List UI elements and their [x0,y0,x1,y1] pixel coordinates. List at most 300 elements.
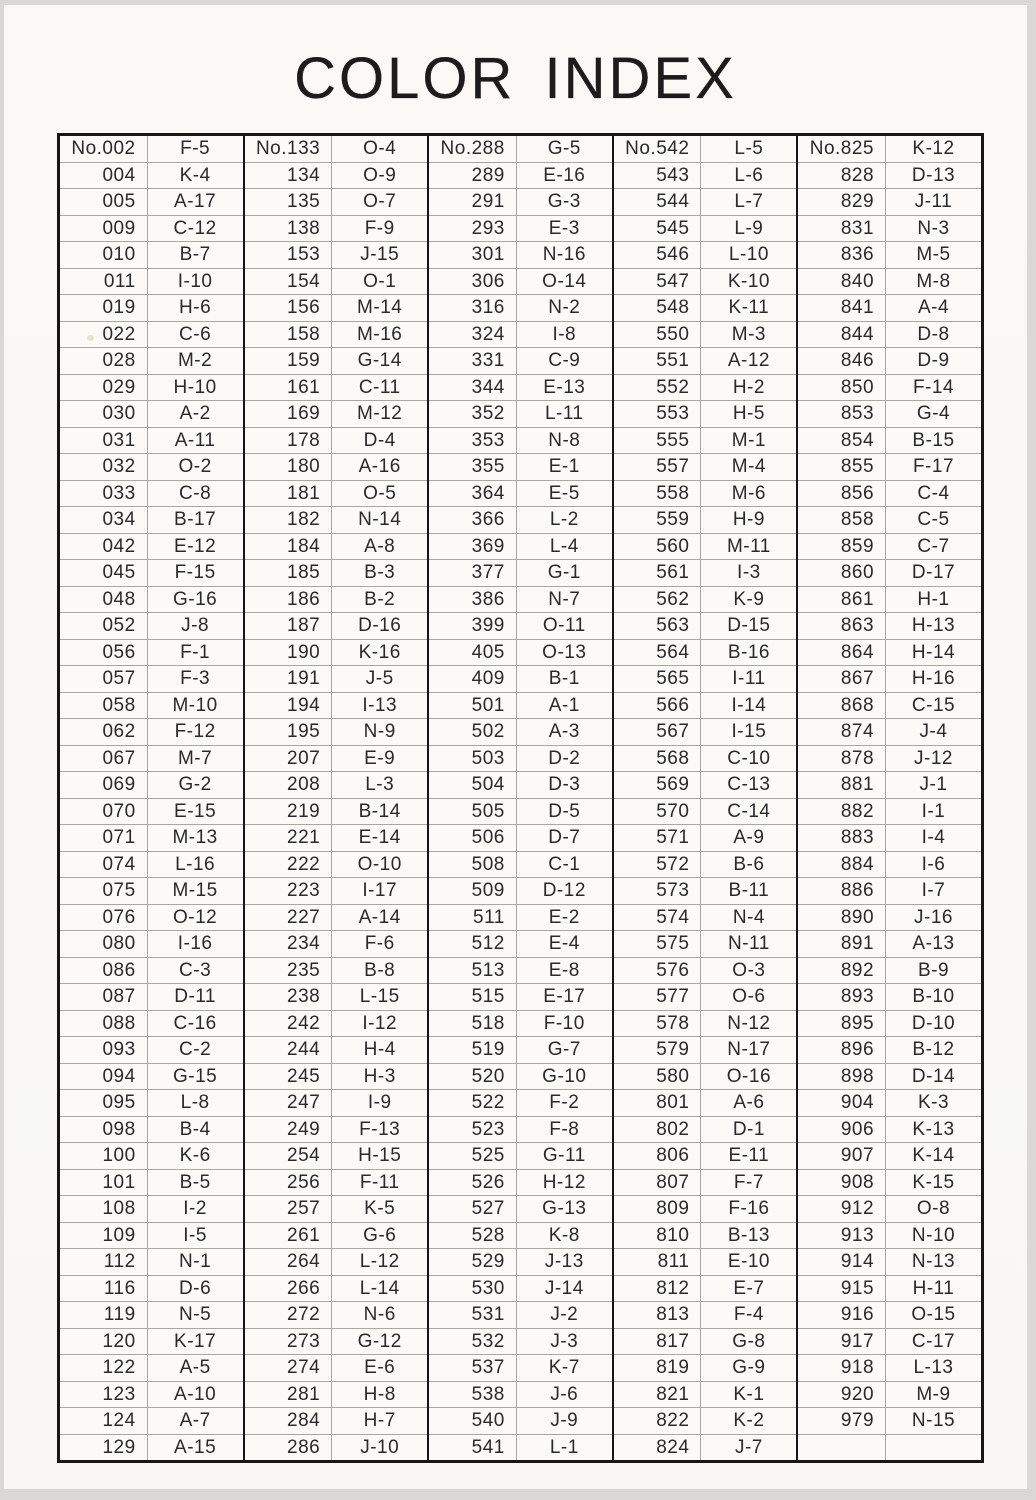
table-row [798,1329,981,1356]
color-number-cell: 028 [60,348,148,374]
column-group-3 [429,136,614,1460]
grid-code-cell: B-15 [912,429,955,451]
color-number-cell: 119 [60,1302,148,1328]
color-number-cell: 525 [429,1143,517,1169]
color-number-cell: 031 [60,428,148,454]
grid-code-cell: M-10 [172,694,218,716]
color-number-cell: 257 [245,1196,333,1222]
table-row [429,1011,612,1038]
grid-code-cell: K-7 [548,1357,580,1379]
grid-code-cell: F-2 [549,1092,580,1114]
grid-code-cell: C-1 [548,853,581,875]
grid-code-cell: O-9 [363,164,397,186]
grid-code-cell: N-1 [179,1251,212,1273]
color-number-cell: 080 [60,931,148,957]
color-number-cell: 190 [245,640,333,666]
table-row [614,1196,797,1223]
grid-code-cell: C-8 [179,482,212,504]
grid-code-cell: G-16 [172,588,218,610]
color-number-cell: 116 [60,1276,148,1302]
table-row [60,1090,243,1117]
table-row [429,1355,612,1382]
table-row [614,640,797,667]
grid-code-cell: N-2 [548,297,581,319]
grid-code-cell: L-2 [549,509,579,531]
color-number-cell: 882 [798,799,886,825]
grid-code-cell: G-1 [547,562,581,584]
table-row [60,269,243,296]
table-row [245,905,428,932]
table-row [798,1117,981,1144]
table-row [429,799,612,826]
color-number-cell: 562 [614,587,702,613]
color-number-cell: 801 [614,1090,702,1116]
table-row [60,454,243,481]
table-row [60,163,243,190]
color-number-cell: 009 [60,216,148,242]
grid-code-cell: N-10 [911,1224,956,1246]
color-number-cell: 185 [245,560,333,586]
grid-code-cell: I-7 [921,880,946,902]
grid-code-cell: D-4 [363,429,396,451]
grid-code-cell: B-6 [733,853,765,875]
grid-code-cell: F-16 [728,1198,770,1220]
color-number-cell: 916 [798,1302,886,1328]
table-row [429,613,612,640]
color-number-cell: 846 [798,348,886,374]
table-row [429,878,612,905]
table-row [429,507,612,534]
color-number-cell: 558 [614,481,702,507]
table-row [60,1064,243,1091]
table-row [798,534,981,561]
table-row [245,693,428,720]
table-row [245,136,428,163]
color-number-cell: 860 [798,560,886,586]
grid-code-cell: K-14 [912,1145,955,1167]
table-row [798,322,981,349]
grid-code-cell: H-14 [911,641,956,663]
grid-code-cell: O-11 [542,615,586,637]
color-number-cell: 546 [614,242,702,268]
color-number-cell: 135 [245,189,333,215]
color-number-cell: 502 [429,719,517,745]
color-number-cell: 095 [60,1090,148,1116]
color-number-cell: 256 [245,1170,333,1196]
color-number-cell: 134 [245,163,333,189]
table-row [798,1355,981,1382]
grid-code-cell: I-4 [921,827,946,849]
grid-code-cell: E-17 [543,986,586,1008]
grid-code-cell: E-7 [733,1277,765,1299]
grid-code-cell: A-17 [174,191,217,213]
table-row [614,1170,797,1197]
grid-code-cell: H-11 [912,1277,955,1299]
table-row [245,984,428,1011]
grid-code-cell: C-14 [727,800,771,822]
grid-code-cell: L-10 [728,244,769,266]
table-row [60,1435,243,1461]
table-row [798,799,981,826]
table-row [614,772,797,799]
color-number-cell: 022 [60,322,148,348]
table-row [614,454,797,481]
color-number-cell: 004 [60,163,148,189]
color-number-cell: 577 [614,984,702,1010]
table-row [614,534,797,561]
grid-code-cell: L-11 [544,403,584,425]
grid-code-cell: I-5 [183,1224,207,1246]
grid-code-cell: N-8 [548,429,581,451]
color-number-cell: 540 [429,1408,517,1434]
grid-code-cell: G-7 [547,1039,581,1061]
grid-code-cell: L-9 [734,217,764,239]
color-number-cell: 828 [798,163,886,189]
color-number-cell: 508 [429,852,517,878]
grid-code-cell: O-7 [363,191,397,213]
table-row [60,136,243,163]
table-row [60,375,243,402]
grid-code-cell: A-15 [174,1436,217,1458]
table-row [429,560,612,587]
table-row [429,1037,612,1064]
table-row [60,1329,243,1356]
color-number-cell: 559 [614,507,702,533]
grid-code-cell: M-12 [357,403,403,425]
color-number-cell: 861 [798,587,886,613]
grid-code-cell: B-8 [364,959,396,981]
table-row [60,746,243,773]
color-number-cell: 545 [614,216,702,242]
table-row [60,640,243,667]
table-row [798,1143,981,1170]
color-number-cell: 158 [245,322,333,348]
grid-code-cell: M-16 [357,323,403,345]
table-row [245,852,428,879]
grid-code-cell: A-11 [174,429,216,451]
table-row [245,772,428,799]
color-number-cell: 034 [60,507,148,533]
color-number-cell: 509 [429,878,517,904]
table-row [614,1249,797,1276]
grid-code-cell: C-5 [917,509,950,531]
color-number-cell: 227 [245,905,333,931]
grid-code-cell: K-15 [912,1171,955,1193]
color-number-cell: 912 [798,1196,886,1222]
table-row [60,852,243,879]
color-number-cell: 087 [60,984,148,1010]
color-number-cell: 353 [429,428,517,454]
table-row [60,613,243,640]
column-group-2 [245,136,430,1460]
color-number-cell: 566 [614,693,702,719]
table-row [245,719,428,746]
grid-code-cell: N-17 [727,1039,771,1061]
color-number-cell: 530 [429,1276,517,1302]
color-number-cell: 570 [614,799,702,825]
grid-code-cell: A-14 [358,906,401,928]
color-number-cell: 896 [798,1037,886,1063]
color-number-cell: 526 [429,1170,517,1196]
table-row [60,348,243,375]
table-row [429,931,612,958]
color-number-cell: 264 [245,1249,333,1275]
grid-code-cell: O-6 [732,986,766,1008]
scan-edge-bottom [0,1489,1036,1500]
table-row [60,428,243,455]
color-number-cell: 891 [798,931,886,957]
color-number-cell: 399 [429,613,517,639]
color-number-cell: 850 [798,375,886,401]
table-row [60,534,243,561]
grid-code-cell: D-7 [548,827,581,849]
grid-code-cell: M-5 [916,244,951,266]
grid-code-cell: N-9 [363,721,396,743]
grid-code-cell: M-3 [731,323,766,345]
grid-code-cell: G-14 [357,350,402,372]
grid-code-cell: H-13 [911,615,956,637]
table-row [429,1223,612,1250]
color-number-cell: 180 [245,454,333,480]
table-row [798,772,981,799]
color-number-cell: 915 [798,1276,886,1302]
table-row [614,1223,797,1250]
table-row [60,587,243,614]
table-row [614,984,797,1011]
grid-code-cell: M-13 [172,827,218,849]
table-row [798,401,981,428]
grid-code-cell: K-9 [733,588,765,610]
grid-code-cell: F-15 [174,562,216,584]
table-row [429,1408,612,1435]
color-number-cell: 565 [614,666,702,692]
color-number-cell: 184 [245,534,333,560]
grid-code-cell: F-17 [912,456,955,478]
table-row [614,1302,797,1329]
grid-code-cell: K-16 [358,641,401,663]
table-row [429,295,612,322]
grid-code-cell: A-1 [548,694,580,716]
color-number-cell: 352 [429,401,517,427]
table-row [245,1276,428,1303]
color-number-cell: 122 [60,1355,148,1381]
grid-code-cell: G-8 [732,1330,766,1352]
color-number-cell: 881 [798,772,886,798]
color-number-cell: 019 [60,295,148,321]
grid-code-cell: C-3 [179,959,212,981]
table-row [614,666,797,693]
grid-code-cell: D-12 [542,880,586,902]
color-number-cell: 191 [245,666,333,692]
color-number-cell: 222 [245,852,333,878]
grid-code-cell: M-8 [916,270,951,292]
grid-code-cell: N-16 [542,244,586,266]
table-row [245,560,428,587]
grid-code-cell: J-12 [914,747,953,769]
grid-code-cell: D-2 [548,747,581,769]
color-number-cell: 552 [614,375,702,401]
grid-code-cell: B-7 [179,244,211,266]
grid-code-cell: H-9 [732,509,765,531]
table-row [245,454,428,481]
table-row [798,1196,981,1223]
color-number-cell: 884 [798,852,886,878]
grid-code-cell: K-13 [912,1118,955,1140]
table-row [614,825,797,852]
color-number-cell: 182 [245,507,333,533]
color-number-cell: 854 [798,428,886,454]
color-number-cell: 883 [798,825,886,851]
color-number-cell: 819 [614,1355,702,1381]
grid-code-cell: D-15 [727,615,771,637]
grid-code-cell: F-1 [180,641,211,663]
table-row [245,295,428,322]
color-number-cell: 169 [245,401,333,427]
color-number-cell: 979 [798,1408,886,1434]
color-number-cell: 194 [245,693,333,719]
table-row [429,984,612,1011]
color-number-cell: 274 [245,1355,333,1381]
table-row [429,693,612,720]
color-number-cell: 824 [614,1435,702,1461]
grid-code-cell: J-1 [919,774,948,796]
color-number-cell: 032 [60,454,148,480]
grid-code-cell: B-17 [174,509,217,531]
color-number-cell: 045 [60,560,148,586]
grid-code-cell: I-17 [362,880,398,902]
table-row [245,1223,428,1250]
table-row [614,1011,797,1038]
grid-code-cell: D-5 [548,800,581,822]
color-number-cell: 506 [429,825,517,851]
table-row [245,1011,428,1038]
color-number-cell: 892 [798,958,886,984]
grid-code-cell: N-4 [732,906,765,928]
table-row [614,1090,797,1117]
color-number-cell: 563 [614,613,702,639]
table-row [245,189,428,216]
color-number-cell: 156 [245,295,333,321]
color-number-cell: 519 [429,1037,517,1063]
table-row [614,401,797,428]
color-number-cell: 123 [60,1382,148,1408]
table-row [614,587,797,614]
grid-code-cell: E-15 [174,800,217,822]
table-row [60,560,243,587]
grid-code-cell: M-14 [357,297,403,319]
grid-code-cell: F-14 [912,376,955,398]
grid-code-cell: J-11 [914,191,953,213]
table-row [614,905,797,932]
color-number-cell: 316 [429,295,517,321]
grid-code-cell: C-11 [358,376,401,398]
table-row [245,1302,428,1329]
table-row [60,825,243,852]
grid-code-cell [886,1435,981,1461]
table-row [429,348,612,375]
table-row [614,428,797,455]
color-number-cell: 537 [429,1355,517,1381]
grid-code-cell: O-3 [732,959,766,981]
grid-code-cell: L-8 [180,1092,210,1114]
table-row [614,1408,797,1435]
table-row [245,958,428,985]
grid-code-cell: J-13 [544,1251,584,1273]
grid-code-cell: C-10 [727,747,771,769]
color-number-cell: 504 [429,772,517,798]
table-row [614,799,797,826]
table-row [614,216,797,243]
grid-code-cell: G-15 [172,1065,218,1087]
table-row [614,1435,797,1461]
grid-code-cell: J-15 [360,244,400,266]
table-row [798,587,981,614]
grid-code-cell: G-6 [363,1224,397,1246]
grid-code-cell: O-2 [178,456,212,478]
table-row [798,958,981,985]
table-row [798,295,981,322]
table-row [60,1170,243,1197]
table-row [798,189,981,216]
color-number-cell: 511 [429,905,517,931]
table-row [245,666,428,693]
grid-code-cell: F-13 [359,1118,401,1140]
table-row [245,1408,428,1435]
grid-code-cell: I-2 [183,1198,207,1220]
grid-code-cell: E-1 [548,456,580,478]
color-number-cell: 548 [614,295,702,321]
grid-code-cell: F-7 [733,1171,764,1193]
color-number-cell: 841 [798,295,886,321]
grid-code-cell: K-4 [179,164,211,186]
table-row [614,1329,797,1356]
table-row [245,1170,428,1197]
color-index-table [57,133,984,1463]
color-number-cell: 527 [429,1196,517,1222]
color-number-cell: 377 [429,560,517,586]
table-row [614,163,797,190]
table-row [60,1143,243,1170]
table-row [60,1037,243,1064]
grid-code-cell: J-5 [365,668,394,690]
color-number-cell: 810 [614,1223,702,1249]
table-row [798,719,981,746]
grid-code-cell: L-5 [734,138,764,160]
table-row [245,1117,428,1144]
table-row [60,878,243,905]
grid-code-cell: I-6 [921,853,946,875]
grid-code-cell: I-11 [732,668,766,690]
table-row [60,242,243,269]
table-row [429,1382,612,1409]
color-number-cell: No.288 [429,136,517,162]
grid-code-cell: I-14 [731,694,767,716]
grid-code-cell: K-10 [727,270,770,292]
color-number-cell: 011 [60,269,148,295]
grid-code-cell: A-12 [727,350,770,372]
grid-code-cell: A-4 [917,297,950,319]
scan-edge-top [0,0,1036,5]
grid-code-cell: G-12 [357,1330,402,1352]
color-number-cell: 154 [245,269,333,295]
grid-code-cell: A-9 [733,827,765,849]
grid-code-cell: G-13 [542,1198,587,1220]
grid-code-cell: H-3 [363,1065,396,1087]
color-number-cell: 802 [614,1117,702,1143]
color-number-cell: 254 [245,1143,333,1169]
table-row [614,1276,797,1303]
table-row [245,931,428,958]
